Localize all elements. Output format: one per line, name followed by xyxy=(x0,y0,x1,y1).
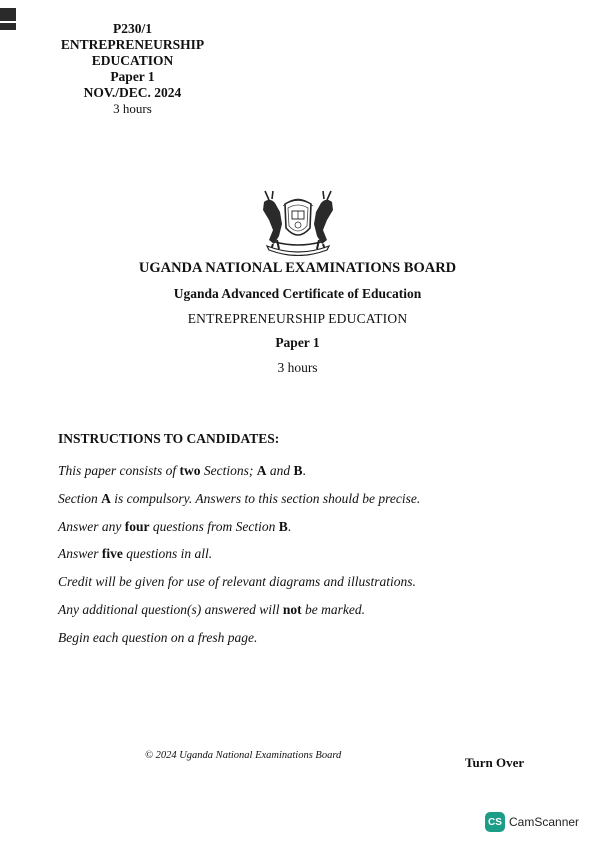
instruction-credit: Credit will be given for use of relevant diagrams and illustrations. xyxy=(58,574,416,589)
instr-text: . xyxy=(302,463,306,478)
camscanner-logo-icon: CS xyxy=(485,812,505,832)
instr-bold: four xyxy=(124,519,150,534)
instr-bold: B xyxy=(293,463,303,478)
duration-text: 3 hours xyxy=(277,360,318,375)
instruction-compulsory xyxy=(58,491,420,507)
paper-number: Paper 1 xyxy=(110,69,155,84)
copyright-notice: © 2024 Uganda National Examinations Board xyxy=(145,750,342,761)
instruction-sections xyxy=(58,463,306,479)
instr-text: Answer any xyxy=(58,519,125,534)
instr-text: Any additional question(s) answered will xyxy=(58,602,283,617)
instr-bold: five xyxy=(101,546,123,561)
instr-text: . xyxy=(287,519,292,534)
instruction-fresh-page: Begin each question on a fresh page. xyxy=(58,630,258,645)
scan-edge-mark xyxy=(0,8,16,30)
instr-text: is compulsory. Answers to this section should be precise. xyxy=(110,491,421,506)
instr-text: and xyxy=(266,463,294,478)
instr-bold: A xyxy=(256,463,267,478)
camscanner-watermark xyxy=(485,812,579,832)
certificate-name: Uganda Advanced Certificate of Education xyxy=(173,286,422,301)
instr-text: Section xyxy=(58,491,102,506)
paper-header xyxy=(40,21,225,117)
instruction-total xyxy=(58,546,212,562)
instr-bold: A xyxy=(101,491,111,506)
instr-text: Sections; xyxy=(200,463,257,478)
paper-code: P230/1 xyxy=(113,21,152,36)
instr-bold: two xyxy=(179,463,201,478)
subject-line-1: ENTREPRENEURSHIP xyxy=(60,37,205,52)
turn-over-label: Turn Over xyxy=(465,755,525,770)
exam-date: NOV./DEC. 2024 xyxy=(83,85,182,100)
instr-bold: B xyxy=(278,519,288,534)
exam-duration: 3 hours xyxy=(113,101,152,116)
instr-text: questions from Section xyxy=(149,519,279,534)
camscanner-label: CamScanner xyxy=(509,815,580,829)
instr-bold: not xyxy=(282,602,302,617)
instr-text: Answer xyxy=(58,546,102,561)
instructions-heading: INSTRUCTIONS TO CANDIDATES: xyxy=(58,431,280,446)
instr-text: This paper consists of xyxy=(58,463,180,478)
board-name: UGANDA NATIONAL EXAMINATIONS BOARD xyxy=(138,260,457,276)
instruction-additional xyxy=(58,602,365,618)
subject-title: ENTREPRENEURSHIP EDUCATION xyxy=(187,311,408,326)
instr-text: be marked. xyxy=(301,602,365,617)
paper-title: Paper 1 xyxy=(275,335,320,350)
uneb-crest-icon xyxy=(255,190,341,256)
instr-text: questions in all. xyxy=(122,546,213,561)
instruction-section-b xyxy=(58,519,291,535)
subject-line-2: EDUCATION xyxy=(91,53,174,68)
